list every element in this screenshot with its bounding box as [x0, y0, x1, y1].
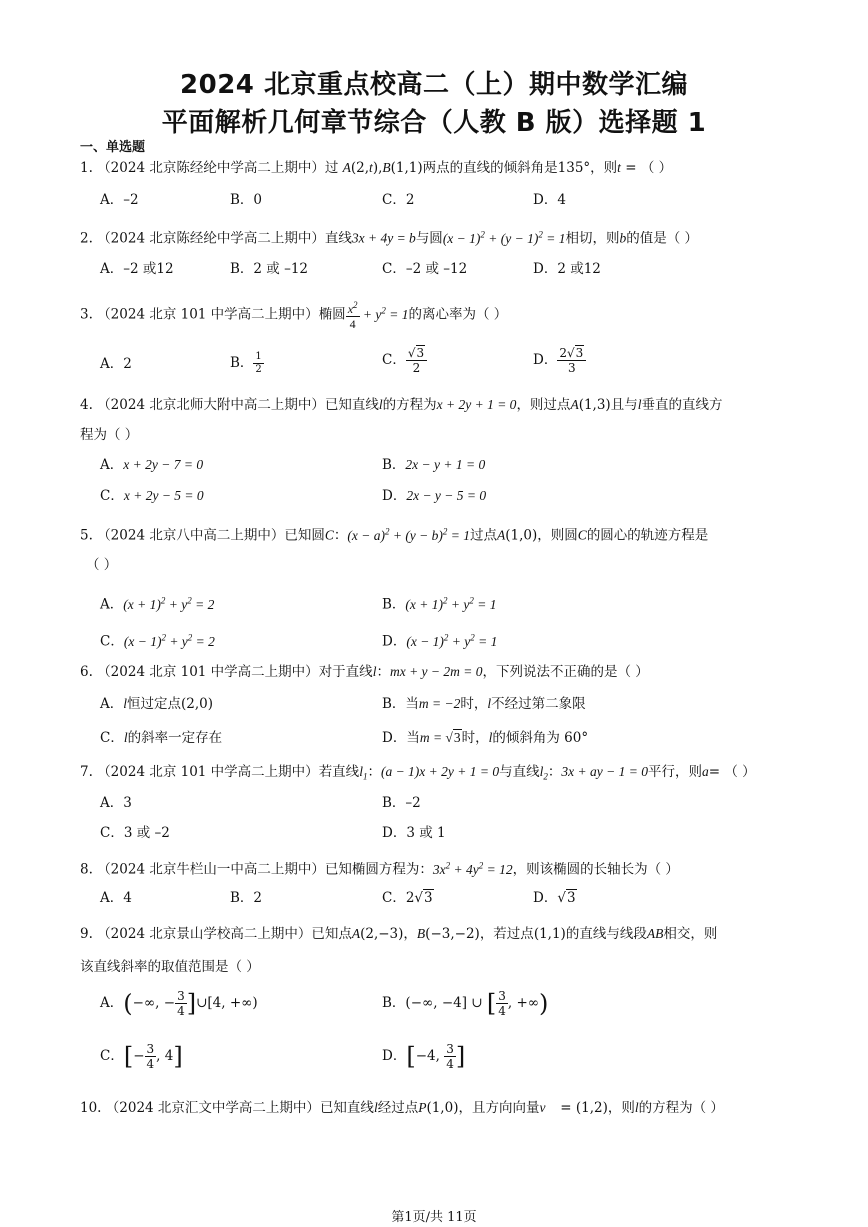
math-expression: mx + y − 2m = 0: [389, 664, 483, 679]
question-5: 5. （2024 北京八中高二上期中）已知圆C：$(x - a)^2 + (y - b)^2 = 1$过点A(1,0)，则圆C的圆心的轨迹方程是: [80, 526, 709, 544]
question-text: 椭圆: [318, 306, 346, 323]
question-3: 3. （2024 北京 101 中学高二上期中）椭圆 $\frac{x^2}{4}$ + $y^2 = 1$的离心率为（ ）: [80, 299, 508, 331]
question-text: 已知椭圆方程为：: [324, 861, 433, 878]
option-label: C．: [382, 352, 406, 368]
question-text: 的值是（ ）: [626, 230, 699, 247]
question-text: 相交，则: [663, 926, 718, 942]
question-1: 1. （2024 北京陈经纶中学高二上期中）过 A(2,t),B(1,1)两点的直线的倾斜角是135°，则t = （ ）: [80, 160, 673, 176]
question-10: 10. （2024 北京汇文中学高二上期中）已知直线l经过点P(1,0)，且方向向量v⃗ = (1,2)，则l的方程为（ ）: [80, 1100, 724, 1116]
option-c[interactable]: C．3 或 –2: [100, 825, 170, 841]
question-number: 5.: [80, 527, 93, 544]
math-expression: l: [372, 664, 377, 679]
question-source: （2024 北京陈经纶中学高二上期中）: [97, 230, 325, 247]
option-label: A．: [100, 995, 124, 1011]
question-text: 已知点: [311, 926, 352, 942]
math-expression: C: [577, 527, 587, 543]
question-4: 4. （2024 北京北师大附中高二上期中）已知直线l的方程为x + 2y + 1 = 0，则过点A(1,3)且与l垂直的直线方: [80, 397, 723, 413]
option-b[interactable]: B．(−∞, −4] ∪ [ $\frac{3}{4}$ , +∞): [382, 989, 549, 1018]
option-d[interactable]: D．4: [533, 192, 566, 208]
option-label: B．: [382, 596, 406, 613]
option-c[interactable]: C．[− $\frac{3}{4}$ , 4]: [100, 1042, 183, 1071]
question-text: 垂直的直线方: [641, 397, 723, 413]
math-expression: AB: [646, 926, 664, 941]
question-text: 已知圆: [284, 527, 325, 544]
option-d[interactable]: D．[−4, $\frac{3}{4}$ ]: [382, 1042, 466, 1071]
option-label: B．: [382, 457, 406, 473]
option-text: 恒过定点: [127, 696, 182, 712]
question-text: 与直线: [499, 764, 540, 780]
math-expression: b: [619, 230, 627, 246]
option-b[interactable]: B．当m = −2时，l不经过第二象限: [382, 696, 586, 712]
option-a[interactable]: A．(−∞, − $\frac{3}{4}$ ]∪[4, +∞): [100, 989, 258, 1018]
math-expression: $\frac{x^2}{4}$: [347, 299, 358, 331]
math-expression: A: [342, 160, 351, 175]
question-number: 8.: [80, 861, 93, 878]
question-text: 经过点: [377, 1100, 419, 1116]
math-expression: $\frac{√3}{2}$: [406, 347, 427, 374]
page-subtitle: 平面解析几何章节综合（人教 B 版）选择题 1: [161, 108, 707, 138]
question-text: 过点: [470, 527, 498, 544]
option-b[interactable]: [382, 590, 497, 615]
math-expression: t: [617, 160, 621, 175]
question-number: 3.: [80, 306, 93, 323]
option-c[interactable]: [382, 347, 427, 374]
math-expression: $\frac{1}{2}$: [255, 351, 262, 375]
math-expression: a: [701, 764, 709, 779]
question-source: （2024 北京牛栏山一中高二上期中）: [97, 861, 325, 878]
option-c[interactable]: C．l的斜率一定存在: [100, 730, 223, 746]
question-text: ，且方向向量: [458, 1100, 540, 1116]
page-footer: 第1页/共 11页: [391, 1210, 477, 1225]
question-text: 若直线: [318, 764, 360, 780]
math-expression: (a − 1)x + 2y + 1 = 0: [380, 764, 500, 779]
option-label: D．: [533, 890, 558, 906]
option-text: 不经过第二象限: [491, 696, 586, 712]
option-label: C．: [100, 488, 124, 504]
question-text: 过: [324, 160, 343, 176]
page-title: 2024 北京重点校高二（上）期中数学汇编: [180, 70, 688, 100]
math-expression: l: [634, 1100, 639, 1115]
question-text: 的方程为（ ）: [638, 1100, 724, 1116]
option-label: B．当: [382, 696, 419, 712]
math-expression: $(x - 1)^2 + y^2 = 1$: [406, 632, 498, 649]
option-text: 的斜率一定存在: [127, 730, 223, 746]
math-expression: $l_2$: [539, 764, 548, 782]
question-text: 且与: [610, 397, 638, 413]
question-9: 9. （2024 北京景山学校高二上期中）已知点A(2,−3)，B(−3,−2)，若过点(1,1)的直线与线段AB相交，则: [80, 926, 718, 942]
option-c[interactable]: C．–2 或 –12: [382, 261, 468, 277]
option-a[interactable]: A．3: [100, 795, 132, 811]
section-heading: 一、单选题: [80, 140, 146, 155]
question-number: 1.: [80, 160, 93, 176]
option-a[interactable]: A．2: [100, 356, 132, 372]
option-c[interactable]: C．2: [382, 192, 415, 208]
math-expression: $(x - 1)^2 + (y - 1)^2 = 1$: [442, 229, 566, 246]
question-text: 的圆心的轨迹方程是: [586, 527, 709, 544]
math-expression: x + 2y − 7 = 0: [123, 457, 204, 472]
option-label: C．: [382, 890, 406, 906]
math-expression: $3x^2 + 4y^2 = 12$: [432, 860, 513, 877]
option-text: 时，: [461, 730, 489, 746]
option-b[interactable]: [382, 455, 485, 475]
math-expression: l: [637, 397, 642, 412]
option-d[interactable]: D．√3: [533, 890, 576, 906]
question-number: 4.: [80, 397, 93, 413]
option-d[interactable]: [382, 486, 486, 506]
math-expression: C: [324, 527, 334, 543]
question-source: （2024 北京 101 中学高二上期中）: [97, 664, 319, 680]
question-text: 的离心率为（ ）: [408, 306, 508, 323]
question-text: 两点的直线的倾斜角是135°，则: [422, 160, 618, 176]
math-expression: 3x + ay − 1 = 0: [561, 764, 648, 779]
question-text: 已知直线: [319, 1100, 374, 1116]
option-label: C．: [100, 633, 124, 650]
question-text: 已知直线: [324, 397, 379, 413]
math-expression: l: [373, 1100, 378, 1115]
math-expression: 2x − y + 1 = 0: [405, 457, 486, 472]
question-text: 平行，则: [647, 764, 702, 780]
option-d[interactable]: D．3 或 1: [382, 825, 446, 841]
math-expression: x + 2y − 5 = 0: [123, 488, 204, 503]
math-expression: $(x - 1)^2 + y^2 = 2$: [123, 632, 215, 649]
option-a[interactable]: [100, 590, 214, 615]
question-text: ，则圆: [537, 527, 578, 544]
option-d[interactable]: [533, 347, 586, 374]
question-source: （2024 北京 101 中学高二上期中）: [97, 764, 319, 780]
question-text: 的方程为: [382, 397, 437, 413]
question-text: ，若过点: [479, 926, 534, 942]
question-source: （2024 北京汇文中学高二上期中）: [105, 1100, 320, 1116]
question-9-line2: 该直线斜率的取值范围是（ ）: [80, 959, 260, 975]
math-expression: A: [351, 926, 361, 941]
option-label: D．: [382, 1048, 407, 1064]
option-b[interactable]: [230, 352, 264, 375]
question-source: （2024 北京北师大附中高二上期中）: [97, 397, 325, 413]
math-expression: $(x + 1)^2 + y^2 = 2$: [123, 595, 215, 612]
option-a[interactable]: A．l恒过定点(2,0): [100, 696, 214, 712]
question-number: 7.: [80, 764, 93, 780]
option-label: B．: [230, 355, 254, 371]
option-a[interactable]: [100, 455, 203, 475]
question-text: 相切，则: [565, 230, 620, 247]
option-d[interactable]: D．当m = √3时，l的倾斜角为 60°: [382, 730, 589, 746]
option-c[interactable]: [100, 486, 204, 506]
option-d[interactable]: [382, 627, 497, 652]
math-expression: 3x + 4y = b: [351, 230, 416, 246]
question-7: 7. （2024 北京 101 中学高二上期中）若直线$l_1$：(a − 1)x + 2y + 1 = 0与直线$l_2$：3x + ay − 1 = 0平行，则a= （ ）: [80, 764, 756, 782]
option-a[interactable]: A．–2: [100, 192, 139, 208]
option-label: A．: [100, 457, 124, 473]
option-b[interactable]: B．2 或 –12: [230, 261, 309, 277]
question-text: 对于直线: [318, 664, 373, 680]
question-source: （2024 北京八中高二上期中）: [97, 527, 285, 544]
option-a[interactable]: A．4: [100, 890, 132, 906]
option-c[interactable]: [100, 627, 215, 652]
math-expression: 2x − y − 5 = 0: [406, 488, 487, 503]
math-expression: $l_1$: [359, 764, 368, 782]
option-text: 的倾斜角为 60°: [492, 730, 589, 746]
option-label: D．当: [382, 730, 420, 746]
question-text: 与圆: [415, 230, 443, 247]
question-text: ，则过点: [516, 397, 571, 413]
math-expression: $(x + 1)^2 + y^2 = 1$: [405, 595, 497, 612]
math-expression: A: [570, 397, 579, 412]
option-label: D．: [533, 352, 558, 368]
question-8: [80, 855, 679, 880]
question-5-line2: （ ）: [86, 557, 118, 573]
question-text: ，则该椭圆的长轴长为（ ）: [512, 861, 679, 878]
option-text: 时，: [460, 696, 488, 712]
option-label: A．: [100, 596, 124, 613]
question-number: 10.: [80, 1100, 102, 1116]
question-text: = （ ）: [620, 160, 673, 176]
math-expression: P: [418, 1100, 427, 1115]
question-source: （2024 北京陈经纶中学高二上期中）: [97, 160, 325, 176]
question-source: （2024 北京景山学校高二上期中）: [97, 926, 312, 942]
option-label: B．: [382, 995, 406, 1011]
option-b[interactable]: B．–2: [382, 795, 421, 811]
math-expression: A: [497, 527, 506, 543]
option-b[interactable]: B．0: [230, 192, 263, 208]
option-b[interactable]: B．2: [230, 890, 263, 906]
question-text: ，则: [607, 1100, 635, 1116]
math-expression: x + 2y + 1 = 0: [436, 397, 517, 412]
math-expression: $\frac{2√3}{3}$: [557, 347, 586, 374]
question-number: 9.: [80, 926, 93, 942]
question-source: （2024 北京 101 中学高二上期中）: [97, 306, 319, 323]
option-c[interactable]: C．2√3: [382, 890, 433, 906]
math-expression: v⃗: [539, 1100, 556, 1115]
question-text: 直线: [324, 230, 352, 247]
option-d[interactable]: D．2 或12: [533, 261, 601, 277]
question-number: 6.: [80, 664, 93, 680]
option-label: C．: [100, 1048, 124, 1064]
option-label: C．: [100, 730, 124, 746]
question-6: 6. （2024 北京 101 中学高二上期中）对于直线l：mx + y − 2m = 0，下列说法不正确的是（ ）: [80, 664, 649, 680]
question-number: 2.: [80, 230, 93, 247]
option-label: D．: [382, 488, 407, 504]
option-a[interactable]: A．–2 或12: [100, 261, 174, 277]
question-text: = （ ）: [708, 764, 756, 780]
question-2: [80, 224, 698, 249]
math-expression: l: [378, 397, 383, 412]
option-label: D．: [382, 633, 407, 650]
math-expression: $(x - a)^2 + (y - b)^2 = 1$: [347, 526, 471, 543]
question-4-line2: 程为（ ）: [80, 427, 139, 443]
question-text: 的直线与线段: [565, 926, 647, 942]
question-text: ，下列说法不正确的是（ ）: [482, 664, 649, 680]
option-label: A．: [100, 696, 124, 712]
